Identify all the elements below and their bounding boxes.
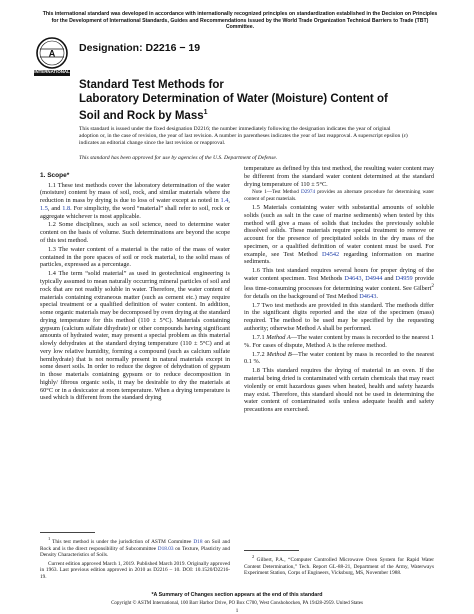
p1-6-text2: provide less time-consuming processes for determining water content. See Gilbert [244,275,434,292]
method-a-label: Method A [266,333,291,341]
summary-of-changes-note: *A Summary of Changes section appears at the end of this standard [151,592,323,598]
p1-1-end: . For simplicity, the word “material” shall refer to soil, rock or aggregate whichever is most applicable. [40,204,230,220]
p1-1-sep2: , and [47,204,63,212]
defense-approval-note: This standard has been approved for use by agencies of the U.S. Department of Defense. [79,155,278,161]
link-1-4[interactable]: 1.4 [220,197,229,205]
paragraph-1-8: 1.8 This standard requires the drying of material in an oven. If the material being dried is contaminated with certain chemicals that may react violently or emit hazardous gases when heated, health and safety hazards may exist. Therefore, this standard should not be used in determining the water content of contaminated soils unless adequate health and safety precautions are exercised. [244,367,434,413]
fn1-text3: on Texture, Plasticity and Density Characteristics of Soils. [40,545,230,559]
p1-1-sep: , [228,197,230,205]
astm-logo-icon [34,37,70,81]
paragraph-1-5 [244,204,434,266]
footnote-1-edition: Current edition approved March 1, 2019. Published March 2019. Originally approved in 1963. Last previous edition approved in 2010 as D2216 – 10. DOI: 10.1520/D2216-19. [40,560,230,581]
footnote-mark-2: 2 [431,282,434,289]
p1-7-1-text: —The water content by mass is recorded to the nearest 1 %. For cases of dispute, Method A is the referee method. [244,333,435,349]
fn1-text: This test method is under the jurisdiction of ASTM Committee [52,538,194,545]
fn1-text2: on Soil and Rock and is the direct responsibility of Subcommittee [40,538,230,552]
title-line-3-text: Soil and Rock by Mass [79,109,204,122]
p1-5-end: regarding information on marine sediments. [244,250,434,266]
astm-logo [34,37,70,81]
p1-6-text3: for details on the background of Test Method [244,292,360,300]
p1-5-text: 1.5 Materials containing water with substantial amounts of soluble solids (such as salt in the case of marine sediments) when tested by this method will give a mass of solids that includes the previously soluble dissolved solids. These materials require special treatment to remove or account for the presence of precipitated solids in the dry mass of the specimen, or a qualified definition of water content must be used. For example, see Test Method [244,204,434,258]
paragraph-1-3: 1.3 The water content of a material is the ratio of the mass of water contained in the pore spaces of soil or rock material, to the solid mass of particles, expressed as a percentage. [40,245,230,269]
standards-notice: This international standard was developed in accordance with internationally recognized principles on standardization established in the Decision on Principles for the Development of International Standards, Guides and Recommendations issued by the World Trade Organization Technical Barriers to Trade (TBT) Committee. [42,11,438,31]
note-1-end: provides an alternate procedure for determining water content of peat materials. [244,189,434,203]
method-b-label: Method B [266,350,292,358]
paragraph-1-7-2 [244,351,434,367]
link-d2974[interactable]: D2974 [300,189,316,196]
link-d4643[interactable]: D4643 [344,275,362,283]
link-d18[interactable]: D18 [193,538,203,545]
paragraph-1-2: 1.2 Some disciplines, such as soil science, need to determine water content on the basis of volume. Such determinations are beyond the scope of this test method. [40,221,230,244]
p1-6-sep1: , [361,275,366,283]
paragraph-1-4: 1.4 The term “solid material” as used in geotechnical engineering is typically assumed to mean naturally occurring mineral particles of soil and rock that are not readily soluble in water. Therefore, the water content of materials containing extraneous matter (such as cement etc.) may require special treatment or a qualified definition of water content. In addition, some organic materials may be decomposed by oven drying at the standard drying temperature for this method (110 ± 5°C). Materials containing gypsum (calcium sulfate dihydrate) or other compounds having significant amounts of hydrated water, may present a special problem as this material slowly dehydrates at the standard drying temperature (110 ± 5°C) and at very low relative humidity, forming a compound (such as calcium sulfate hemihydrate) that is not normally present in natural materials except in some desert soils. In order to reduce the degree of dehydration of gypsum in those materials containing gypsum or to reduce decomposition in highly/ fibrous organic soils, it may be desirable to dry the materials at 60°C or in a desiccator at room temperature. When a drying temperature is used which is different from the standard drying [40,270,230,402]
link-d4944[interactable]: D4944 [365,275,383,283]
paragraph-1-1 [40,182,230,221]
designation: Designation: D2216 − 19 [79,42,201,54]
p1-7-1-label: 1.7.1 [252,333,267,341]
title-line-3 [79,106,409,123]
p1-6-sep2: and [382,275,396,283]
title-footnote-mark: 1 [203,109,208,116]
link-1-5[interactable]: 1.5 [40,204,48,212]
footnote-1: $^1$ This test method is under the jurisdiction of ASTM Committee D18 on Soil and Rock and is the direct responsibility of Subcommittee D18.03 on Texture, Plasticity and Density Characteristics of Soils. [40,536,230,559]
note-1-text: Note 1—Test Method [252,189,301,196]
note-1 [244,189,434,203]
logo-international-text: INTERNATIONAL [34,69,70,74]
p1-1-text: 1.1 These test methods cover the laboratory determination of the water (moisture) content by mass of soil, rock, and similar materials where the reduction in mass by drying is due to loss of water except as noted in [40,181,230,205]
link-d4959[interactable]: D4959 [395,275,413,283]
paragraph-1-4-continued: temperature as defined by this test method, the resulting water content may be different from the standard water content determined at the standard drying temperature of 110 ± 5°C. [244,165,434,188]
right-column [244,165,434,415]
paragraph-1-6 [244,267,434,300]
link-d4643-2[interactable]: D4643 [359,292,377,300]
footnotes-left [40,532,230,583]
title-line-2: Laboratory Determination of Water (Moisture) Content of [79,92,388,105]
issuance-note: This standard is issued under the fixed designation D2216; the number immediately following the designation indicates the year of original adoption or, in the case of revision, the year of last revision. A number in parentheses indicates the year of last reapproval. A superscript epsilon (ε) indicates an editorial change since the last revision or reapproval. [79,126,408,147]
footnote-rule-left [40,532,95,533]
p1-7-2-label: 1.7.2 [252,350,267,358]
p1-6-end: . [376,292,378,300]
paragraph-1-7: 1.7 Two test methods are provided in this standard. The methods differ in the significant digits reported and the size of the specimen (mass) required. The method to be used may be specified by the requesting authority; otherwise Method A shall be performed. [244,301,434,332]
link-1-8[interactable]: 1.8 [62,204,71,212]
p1-6-text: 1.6 This test standard requires several hours for proper drying of the water content specimen. Test Methods [244,267,434,283]
svg-text:A: A [48,48,56,59]
p1-7-2-text: —The water content by mass is recorded to the nearest 0.1 %. [244,350,435,366]
page-number: 1 [235,608,239,614]
left-column [40,172,230,403]
footnotes-right [244,550,434,579]
footnote-2: $^2$ Gilbert, P.A., “Computer Controlled Microwave Oven System for Rapid Water Content Determination,” Tech. Report GL-88-21, Department of the Army, Waterways Experiment Station, Corps of Engineers, Vicksburg, MS, November 1988. [244,554,434,577]
copyright-line: Copyright © ASTM International, 100 Barr Harbor Drive, PO Box C700, West Conshohocken, PA 19428-2959. United States [111,601,363,606]
link-d18-03[interactable]: D18.03 [157,545,174,552]
section-heading-scope: 1. Scope* [40,172,70,179]
fn2-text: Gilbert, P.A., “Computer Controlled Microwave Oven System for Rapid Water Content Determination,” Tech. Report GL-88-21, Department of the Army, Waterways Experiment Station, Corps of Engineers, Vicksburg, MS, November 1988. [244,556,434,577]
document-title [79,79,409,123]
footnote-rule-right [244,550,299,551]
paragraph-1-7-1 [244,334,434,350]
link-d4542[interactable]: D4542 [322,250,340,258]
title-line-1: Standard Test Methods for [79,79,224,91]
